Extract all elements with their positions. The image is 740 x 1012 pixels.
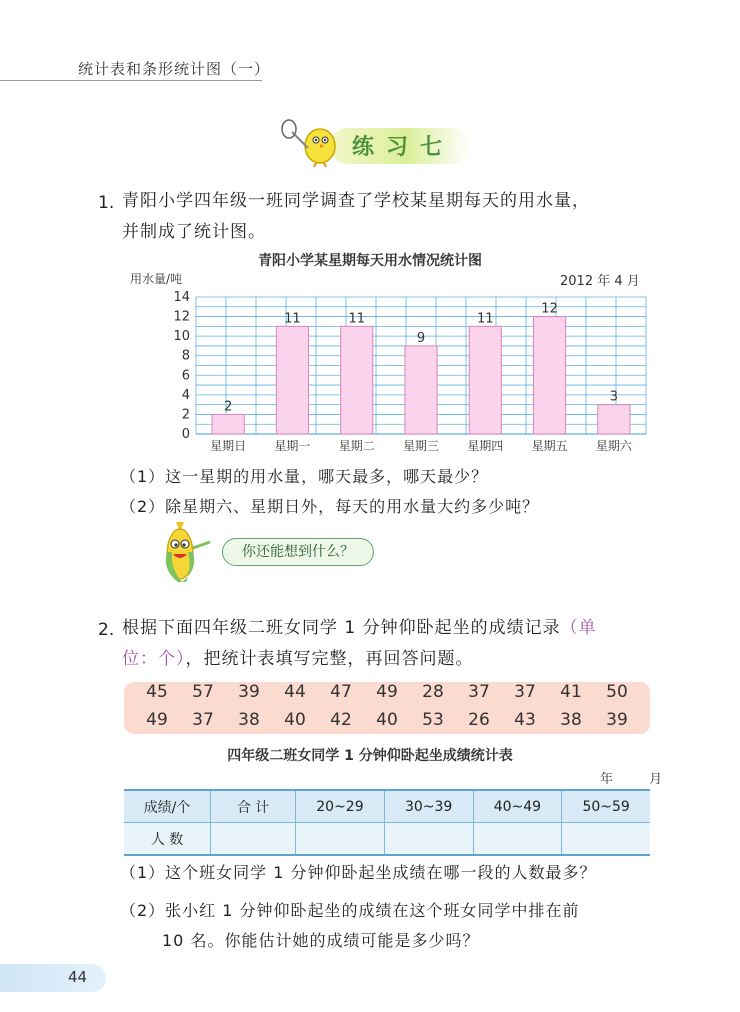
- score-value: 37: [192, 710, 214, 730]
- fill-in-cell[interactable]: [562, 823, 650, 856]
- score-value: 43: [514, 710, 536, 730]
- table-title: 四年级二班女同学 1 分钟仰卧起坐成绩统计表: [227, 748, 513, 764]
- score-value: 38: [238, 710, 260, 730]
- fill-in-cell[interactable]: [473, 823, 562, 856]
- bar-value-label: 11: [284, 311, 301, 327]
- score-value: 53: [422, 710, 444, 730]
- unit-note-end: 位：个）: [122, 649, 186, 669]
- question-2-sub-1: （1）这个班女同学 1 分钟仰卧起坐成绩在哪一段的人数最多？: [120, 863, 597, 882]
- y-tick-label: 2: [181, 407, 190, 423]
- corn-mascot-icon: [160, 518, 220, 584]
- table-row: [124, 823, 650, 856]
- score-value: 26: [468, 710, 490, 730]
- fill-in-cell[interactable]: [296, 823, 385, 856]
- bar: [212, 414, 244, 434]
- score-value: 37: [514, 682, 536, 702]
- page-number: 44: [68, 968, 88, 986]
- score-value: 40: [284, 710, 306, 730]
- question-2-line-2: [122, 644, 474, 675]
- exercise-title: 练习七: [352, 135, 455, 160]
- score-value: 40: [376, 710, 398, 730]
- bar: [469, 326, 501, 434]
- y-tick-label: 4: [181, 387, 190, 403]
- table-header-cell: 成绩/个: [124, 790, 211, 823]
- page-number-tab: [0, 964, 106, 992]
- table-header-row: [124, 790, 650, 823]
- score-value: 50: [606, 682, 628, 702]
- score-value: 28: [422, 682, 444, 702]
- statistics-table: [124, 789, 650, 856]
- table-header-cell: 40~49: [473, 790, 562, 823]
- score-value: 42: [330, 710, 352, 730]
- y-tick-label: 6: [181, 368, 190, 384]
- question-2-line-1: [122, 613, 597, 644]
- question-2-sub-2-line-1: （2）张小红 1 分钟仰卧起坐的成绩在这个班女同学中排在前: [120, 901, 580, 920]
- bar: [276, 326, 308, 434]
- y-tick-label: 12: [173, 309, 190, 325]
- score-value: 44: [284, 682, 306, 702]
- thought-bubble: 你还能想到什么？: [222, 538, 374, 566]
- question-1-line-2: 并制成了统计图。: [122, 222, 266, 242]
- score-row-1: [134, 682, 640, 702]
- question-1-line-1: 青阳小学四年级一班同学调查了学校某星期每天的用水量，: [122, 191, 590, 211]
- bar-value-label: 2: [224, 399, 233, 415]
- question-1-sub-2: （2）除星期六、星期日外，每天的用水量大约多少吨？: [120, 497, 540, 516]
- table-header-cell: 20~29: [296, 790, 385, 823]
- question-2-number: 2.: [98, 620, 115, 640]
- score-value: 37: [468, 682, 490, 702]
- table-header-cell: 30~39: [384, 790, 473, 823]
- chart-y-axis-label: 用水量/吨: [130, 272, 183, 286]
- y-tick-label: 10: [173, 329, 190, 345]
- question-1-number: 1.: [98, 193, 115, 213]
- x-category-label: 星期六: [595, 439, 632, 453]
- x-category-label: 星期三: [402, 439, 440, 453]
- table-header-cell: 合 计: [211, 790, 296, 823]
- bar: [598, 405, 630, 434]
- chart-date: 2012 年 4 月: [560, 274, 640, 289]
- x-category-label: 星期一: [274, 439, 311, 453]
- water-usage-bar-chart: [0, 0, 740, 470]
- score-value: 49: [376, 682, 398, 702]
- fill-in-cell-total[interactable]: [211, 823, 296, 856]
- question-2-line-1-text: 根据下面四年级二班女同学 1 分钟仰卧起坐的成绩记录: [122, 618, 561, 638]
- bar-value-label: 3: [609, 389, 618, 405]
- score-value: 57: [192, 682, 214, 702]
- bar: [534, 317, 566, 434]
- bar-value-label: 9: [416, 330, 426, 346]
- table-date: 年 月: [600, 772, 679, 787]
- y-tick-label: 8: [181, 348, 190, 364]
- question-2-line-2-text: ，把统计表填写完整，再回答问题。: [185, 649, 474, 669]
- bar-value-label: 11: [348, 311, 365, 327]
- score-value: 38: [560, 710, 582, 730]
- score-value: 49: [146, 710, 168, 730]
- chart-title: 青阳小学某星期每天用水情况统计图: [258, 253, 482, 269]
- row-label-count: 人 数: [124, 823, 211, 856]
- score-value: 39: [238, 682, 260, 702]
- x-category-label: 星期日: [210, 439, 247, 453]
- bar-value-label: 12: [541, 301, 558, 317]
- score-value: 47: [330, 682, 352, 702]
- x-category-label: 星期二: [338, 439, 375, 453]
- fill-in-cell[interactable]: [384, 823, 473, 856]
- score-value: 41: [560, 682, 582, 702]
- x-category-label: 星期四: [467, 439, 504, 453]
- table-header-cell: 50~59: [562, 790, 650, 823]
- bar: [341, 326, 373, 434]
- question-2-sub-2-line-2: 10 名。你能估计她的成绩可能是多少吗？: [162, 931, 480, 950]
- question-1-sub-1: （1）这一星期的用水量，哪天最多，哪天最少？: [120, 467, 489, 486]
- section-header: 统计表和条形统计图（一）: [78, 60, 271, 78]
- x-category-label: 星期五: [531, 439, 568, 453]
- bar-value-label: 11: [477, 311, 494, 327]
- y-tick-label: 0: [181, 427, 190, 442]
- bar: [405, 346, 437, 434]
- y-tick-label: 14: [173, 290, 190, 305]
- unit-note-start: （单: [560, 618, 597, 638]
- score-row-2: [134, 710, 640, 730]
- score-value: 39: [606, 710, 628, 730]
- score-value: 45: [146, 682, 168, 702]
